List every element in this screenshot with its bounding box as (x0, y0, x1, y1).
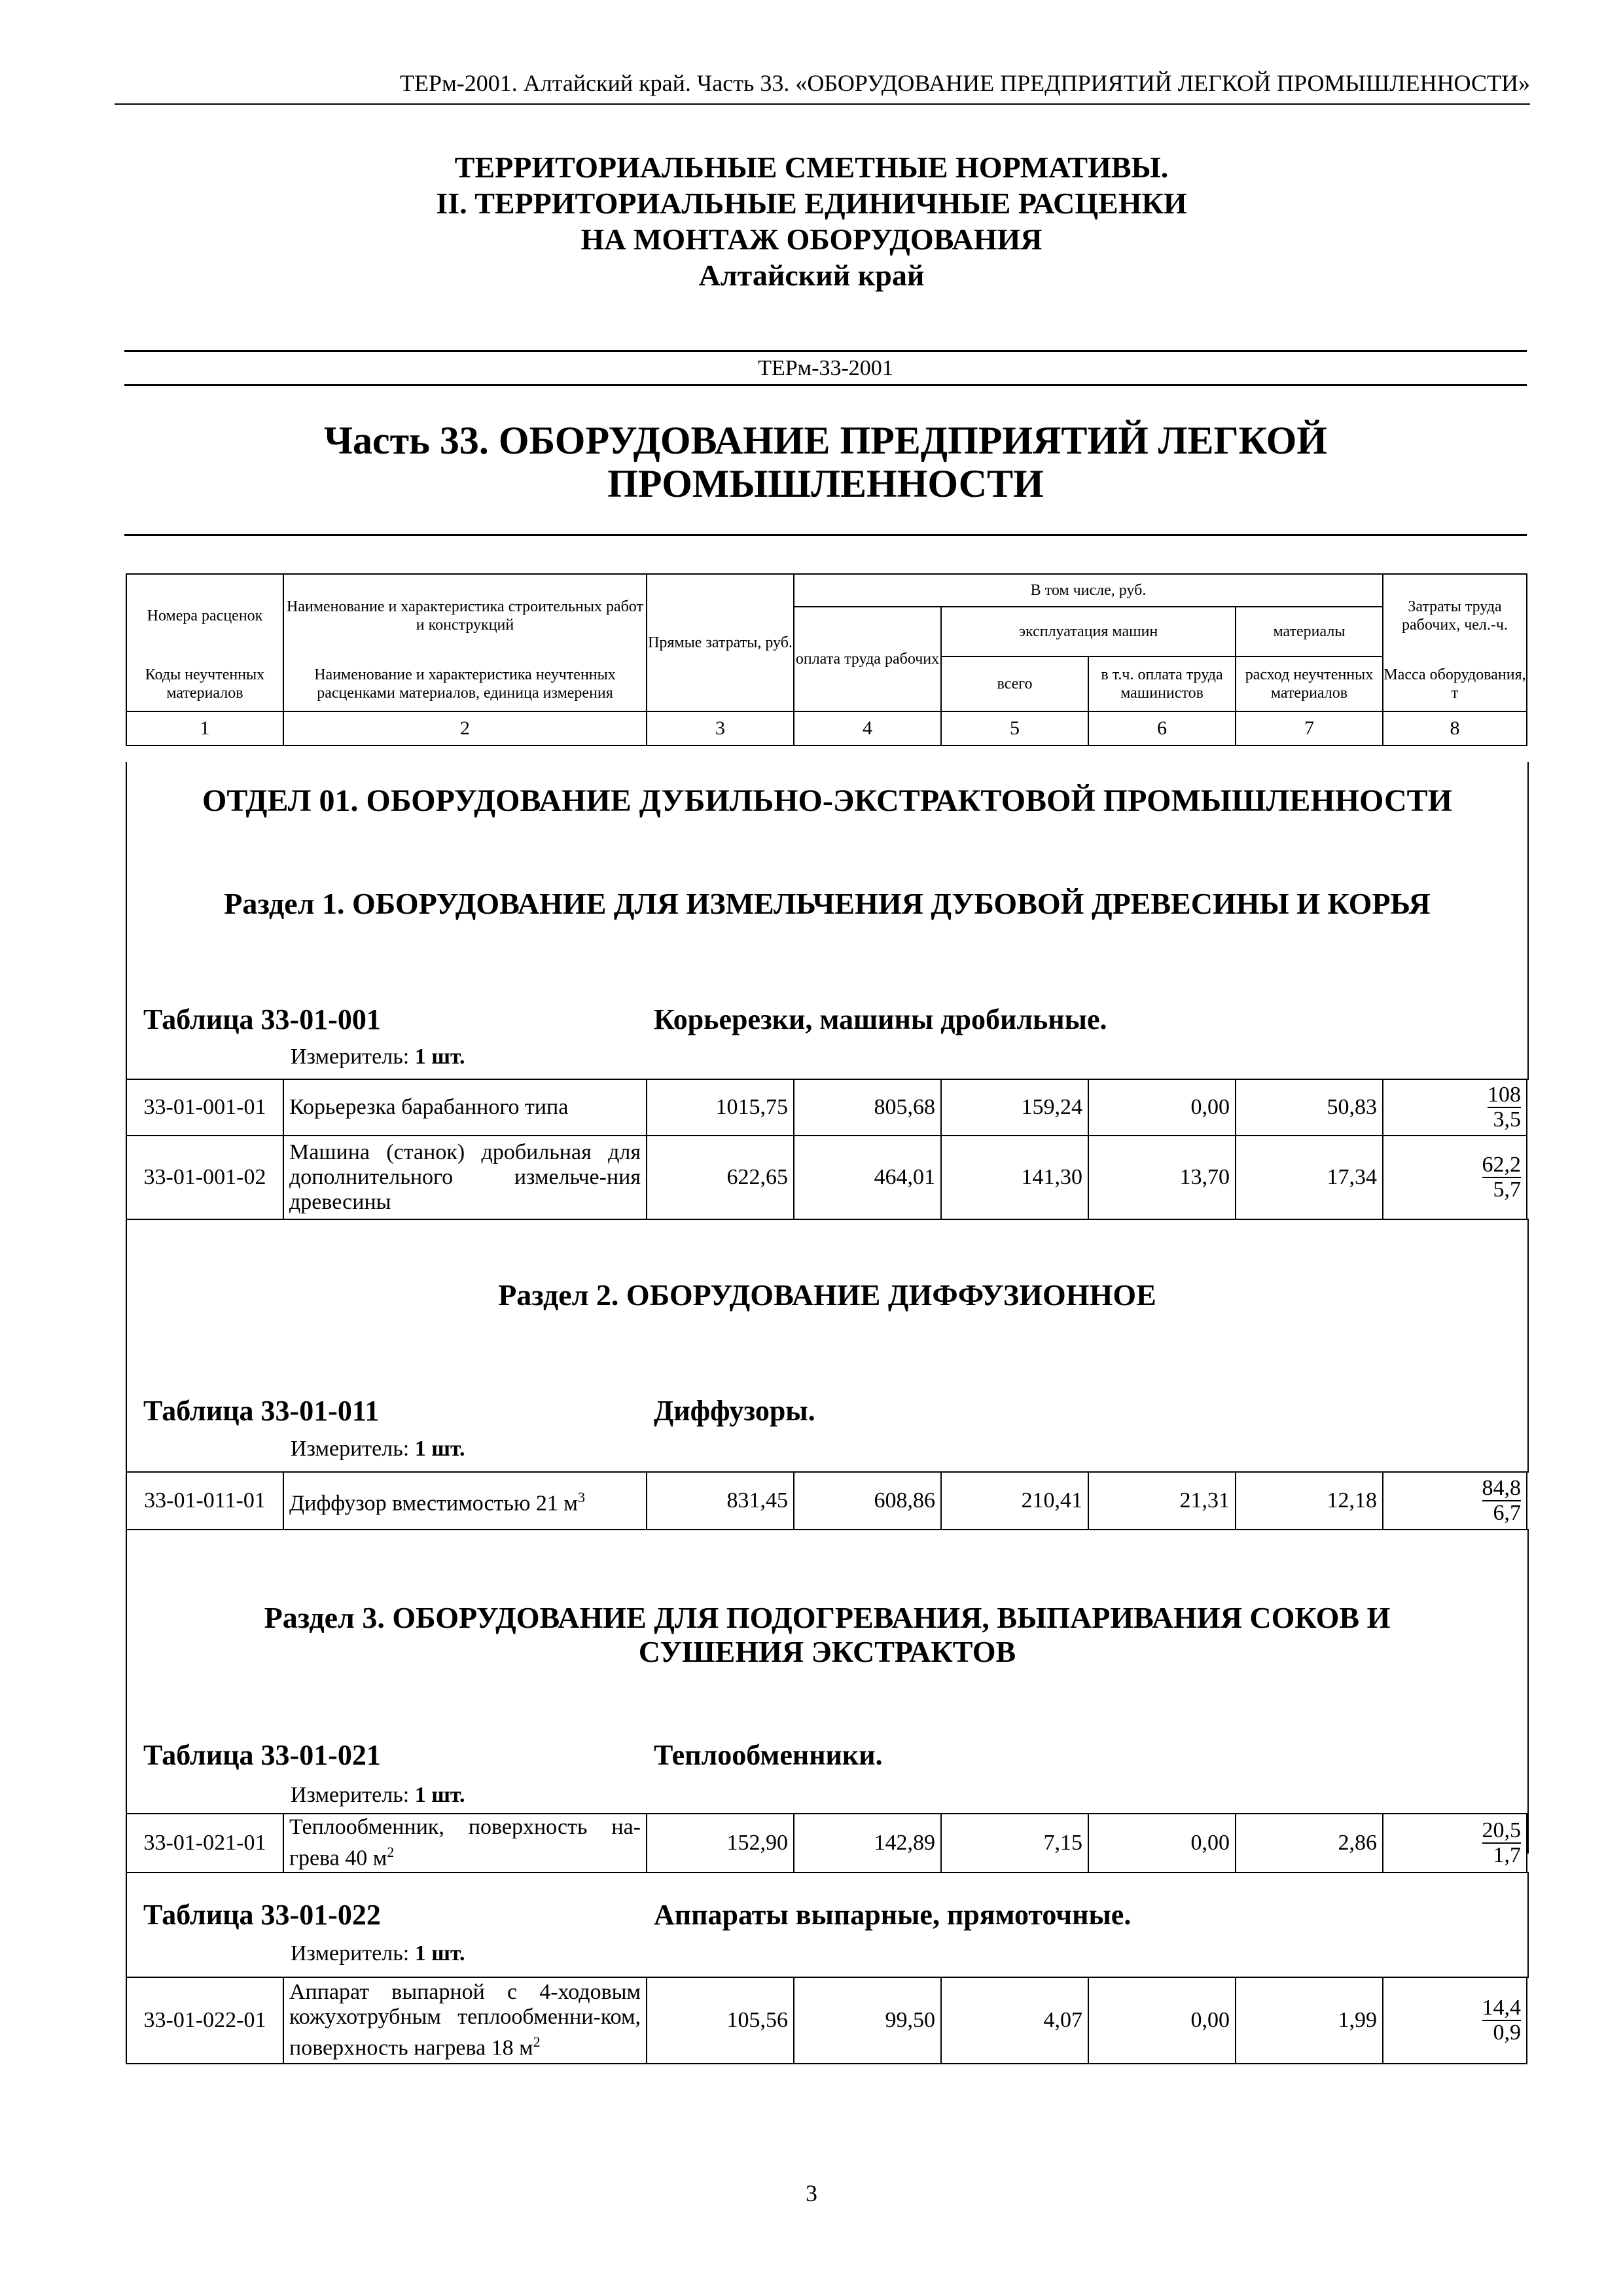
rate-code: 33-01-021-01 (126, 1814, 283, 1873)
table-row (126, 1814, 1527, 1873)
header-worker-pay: оплата труда рабочих (794, 607, 941, 711)
rate-name-text: Аппарат выпарной с 4-ходовым кожухотрубным теплообменни-ком, поверхность нагрева 18 м (289, 1980, 641, 2060)
table-id: Таблица 33-01-021 (143, 1739, 381, 1771)
superscript: 3 (577, 1489, 585, 1506)
page-number: 3 (806, 2180, 817, 2206)
section-heading: Раздел 1. ОБОРУДОВАНИЕ ДЛЯ ИЗМЕЛЬЧЕНИЯ ДУБОВОЙ ДРЕВЕСИНЫ И КОРЬЯ (224, 887, 1431, 920)
equipment-mass: 5,7 (1493, 1177, 1521, 1202)
header-equipment-mass: Масса оборудования, т (1383, 656, 1527, 711)
worker-pay: 142,89 (794, 1814, 941, 1873)
labor-mass (1383, 1136, 1527, 1219)
header-machine-operation: эксплуатация машин (941, 607, 1236, 656)
direct-costs: 831,45 (647, 1472, 794, 1530)
labor-hours: 20,5 (1482, 1818, 1521, 1842)
rate-code: 33-01-022-01 (126, 1977, 283, 2064)
measure (291, 1437, 465, 1462)
equipment-mass: 0,9 (1493, 2020, 1521, 2045)
section-heading: Раздел 2. ОБОРУДОВАНИЕ ДИФФУЗИОННОЕ (498, 1278, 1156, 1312)
labor-hours: 14,4 (1482, 1995, 1521, 2020)
rate-name (283, 1977, 647, 2064)
header-operator-pay: в т.ч. оплата труда машинистов (1088, 656, 1236, 711)
title-line-1: ТЕРРИТОРИАЛЬНЫЕ СМЕТНЫЕ НОРМАТИВЫ. (454, 151, 1169, 184)
worker-pay: 99,50 (794, 1977, 941, 2064)
rates-table (126, 1079, 1527, 1220)
column-number: 1 (126, 711, 283, 745)
column-number: 3 (647, 711, 794, 745)
labor-hours: 62,2 (1482, 1152, 1521, 1177)
labor-hours: 108 (1488, 1082, 1521, 1107)
table-name: Диффузоры. (654, 1395, 815, 1427)
labor-mass (1383, 1472, 1527, 1530)
section-1-area (126, 762, 1529, 1080)
section-heading-line-1: Раздел 3. ОБОРУДОВАНИЕ ДЛЯ ПОДОГРЕВАНИЯ, ВЫПАРИВАНИЯ СОКОВ И (264, 1601, 1391, 1634)
table-id: Таблица 33-01-001 (143, 1003, 381, 1035)
measure-label: Измеритель: (291, 1437, 410, 1461)
section-2-area (126, 1219, 1529, 1473)
header-name: Наименование и характеристика строительных работ и конструкций (283, 574, 647, 656)
header-material-codes: Коды неучтенных материалов (126, 656, 283, 711)
table-row (126, 1136, 1527, 1219)
running-header: ТЕРм-2001. Алтайский край. Часть 33. «ОБОРУДОВАНИЕ ПРЕДПРИЯТИЙ ЛЕГКОЙ ПРОМЫШЛЕННОСТИ» (115, 69, 1530, 105)
operator-pay: 13,70 (1088, 1136, 1236, 1219)
table-id: Таблица 33-01-022 (143, 1899, 381, 1931)
rate-name (283, 1814, 647, 1873)
materials: 1,99 (1236, 1977, 1383, 2064)
divider (124, 534, 1527, 536)
header-material-names: Наименование и характеристика неучтенных расценками материалов, единица измерения (283, 656, 647, 711)
labor-mass (1383, 1079, 1527, 1136)
measure-label: Измеритель: (291, 1941, 410, 1965)
labor-hours: 84,8 (1482, 1475, 1521, 1500)
table-id: Таблица 33-01-011 (143, 1395, 380, 1427)
measure-value: 1 шт. (414, 1783, 465, 1807)
operator-pay: 0,00 (1088, 1079, 1236, 1136)
header-including: В том числе, руб. (794, 574, 1383, 607)
machines-total: 7,15 (941, 1814, 1088, 1873)
equipment-mass: 3,5 (1493, 1107, 1521, 1132)
column-number: 8 (1383, 711, 1527, 745)
rate-code: 33-01-001-01 (126, 1079, 283, 1136)
superscript: 2 (387, 1844, 395, 1861)
machines-total: 159,24 (941, 1079, 1088, 1136)
measure-value: 1 шт. (414, 1437, 465, 1461)
rate-name: Машина (станок) дробильная для дополнительного измельче-ния древесины (283, 1136, 647, 1219)
machines-total: 210,41 (941, 1472, 1088, 1530)
table-block-4-area (126, 1872, 1529, 1978)
labor-mass (1383, 1977, 1527, 2064)
rate-name-text: Диффузор вместимостью 21 м (289, 1491, 578, 1516)
measure (291, 1941, 465, 1966)
rate-name-text: Теплообменник, поверхность на-грева 40 м (289, 1815, 641, 1871)
document-title (0, 149, 1623, 293)
title-line-4: Алтайский край (698, 259, 925, 292)
title-line-3: НА МОНТАЖ ОБОРУДОВАНИЯ (580, 223, 1043, 256)
machines-total: 141,30 (941, 1136, 1088, 1219)
worker-pay: 464,01 (794, 1136, 941, 1219)
column-number: 2 (283, 711, 647, 745)
measure-value: 1 шт. (414, 1045, 465, 1069)
department-heading: ОТДЕЛ 01. ОБОРУДОВАНИЕ ДУБИЛЬНО-ЭКСТРАКТОВОЙ ПРОМЫШЛЕННОСТИ (202, 783, 1452, 818)
machines-total: 4,07 (941, 1977, 1088, 2064)
divider (124, 384, 1527, 386)
measure-label: Измеритель: (291, 1783, 410, 1807)
part-title (124, 419, 1527, 505)
direct-costs: 1015,75 (647, 1079, 794, 1136)
rate-code: 33-01-011-01 (126, 1472, 283, 1530)
materials: 12,18 (1236, 1472, 1383, 1530)
column-number: 5 (941, 711, 1088, 745)
materials: 17,34 (1236, 1136, 1383, 1219)
table-row (126, 1472, 1527, 1530)
header-unaccounted-materials: расход неучтенных материалов (1236, 656, 1383, 711)
rates-table (126, 1813, 1527, 1873)
table-name: Аппараты выпарные, прямоточные. (654, 1899, 1132, 1931)
table-row (126, 1079, 1527, 1136)
column-number: 4 (794, 711, 941, 745)
section-3-area (126, 1529, 1529, 1854)
rate-name (283, 1472, 647, 1530)
direct-costs: 152,90 (647, 1814, 794, 1873)
worker-pay: 608,86 (794, 1472, 941, 1530)
worker-pay: 805,68 (794, 1079, 941, 1136)
column-header-table (126, 573, 1527, 746)
equipment-mass: 6,7 (1493, 1500, 1521, 1525)
operator-pay: 0,00 (1088, 1977, 1236, 2064)
table-row (126, 1977, 1527, 2064)
rates-table (126, 1471, 1527, 1530)
measure (291, 1783, 465, 1808)
header-machines-total: всего (941, 656, 1088, 711)
superscript: 2 (533, 2034, 541, 2051)
direct-costs: 622,65 (647, 1136, 794, 1219)
operator-pay: 0,00 (1088, 1814, 1236, 1873)
divider (124, 350, 1527, 352)
measure (291, 1045, 465, 1069)
section-heading (127, 1601, 1527, 1669)
section-heading-line-2: СУШЕНИЯ ЭКСТРАКТОВ (638, 1635, 1016, 1668)
document-code: ТЕРм-33-2001 (758, 356, 893, 380)
operator-pay: 21,31 (1088, 1472, 1236, 1530)
equipment-mass: 1,7 (1493, 1842, 1521, 1867)
measure-value: 1 шт. (414, 1941, 465, 1965)
labor-mass (1383, 1814, 1527, 1873)
title-line-2: II. ТЕРРИТОРИАЛЬНЫЕ ЕДИНИЧНЫЕ РАСЦЕНКИ (436, 187, 1187, 220)
part-title-line-1: Часть 33. ОБОРУДОВАНИЕ ПРЕДПРИЯТИЙ ЛЕГКОЙ (323, 419, 1328, 462)
rate-code: 33-01-001-02 (126, 1136, 283, 1219)
column-number: 7 (1236, 711, 1383, 745)
rates-table (126, 1977, 1527, 2064)
header-codes: Номера расценок (126, 574, 283, 656)
table-name: Теплообменники. (654, 1739, 883, 1771)
header-materials: материалы (1236, 607, 1383, 656)
table-name: Корьерезки, машины дробильные. (654, 1003, 1107, 1035)
part-title-line-2: ПРОМЫШЛЕННОСТИ (607, 462, 1044, 505)
materials: 50,83 (1236, 1079, 1383, 1136)
rate-name: Корьерезка барабанного типа (283, 1079, 647, 1136)
materials: 2,86 (1236, 1814, 1383, 1873)
measure-label: Измеритель: (291, 1045, 410, 1069)
header-direct-costs: Прямые затраты, руб. (647, 574, 794, 711)
column-number: 6 (1088, 711, 1236, 745)
direct-costs: 105,56 (647, 1977, 794, 2064)
header-labor: Затраты труда рабочих, чел.-ч. (1383, 574, 1527, 656)
